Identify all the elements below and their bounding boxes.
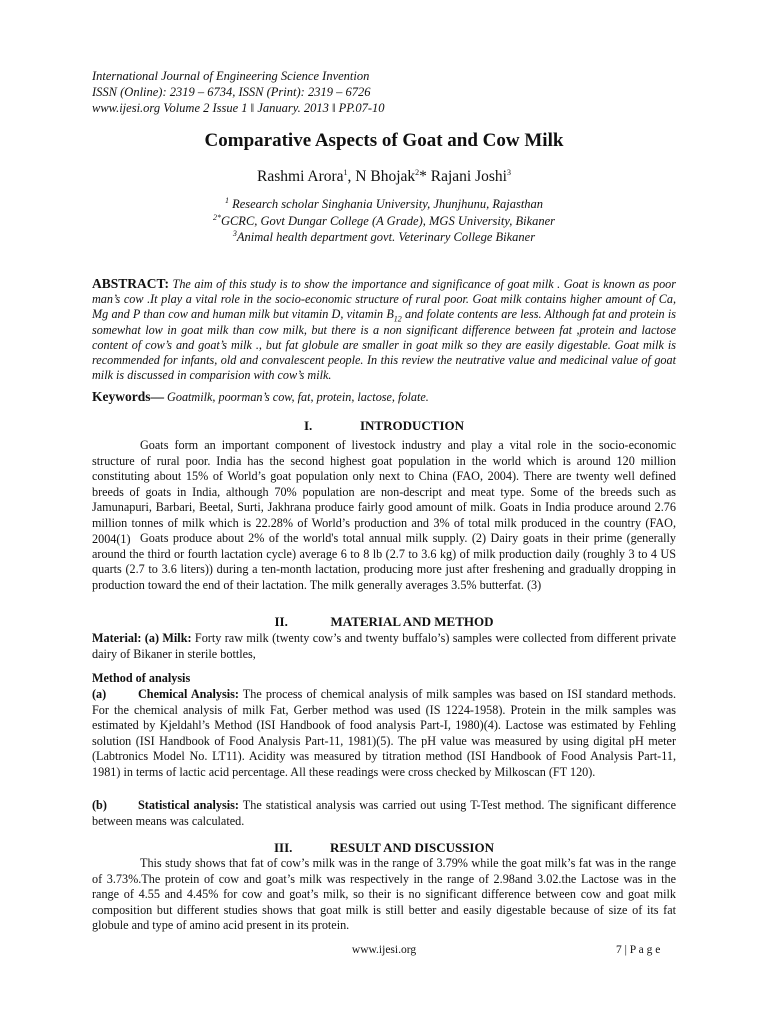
affiliation-text: GCRC, Govt Dungar College (A Grade), MGS University, Bikaner bbox=[220, 213, 556, 228]
author-affil-mark: 1 bbox=[343, 167, 348, 177]
chemical-analysis-title: Chemical Analysis: bbox=[138, 687, 239, 701]
statistical-analysis-text: The statistical analysis was carried out using T-Test method. The significant difference between means was calculated. bbox=[92, 798, 676, 828]
abstract bbox=[92, 276, 676, 383]
footer-page-number: 7 | P a g e bbox=[616, 944, 661, 956]
chemical-analysis-text: The process of chemical analysis of milk samples was based on ISI standard methods. For the chemical analysis of milk Fat, Gerber method was used (IS 1224-1958). Protein in the milk samples was estimated by Kjeldahl’s Method (ISI Handbook of food analysis Part-I, 1980)(4). Lactose was estimated by Fehling solution (ISI Handbook of Food Analysis Part-11, 1981)(5). The pH value was measured by using digital pH meter (Labtronics Model No. LT11). Acidity was measured by titration method (ISI Handbook of Food Analysis Part-11, 1981) in terms of lactic acid percentage. All these readings were cross checked by Milkoscan (FT 120). bbox=[92, 687, 677, 779]
author-list bbox=[0, 168, 768, 186]
material-paragraph bbox=[92, 631, 676, 662]
affiliation-mark: 1 bbox=[224, 195, 229, 205]
abstract-subscript: 12 bbox=[393, 314, 402, 324]
abstract-text: The aim of this study is to show the importance and significance of goat milk . Goat is known as poor man’s cow .It play a vital role in the socio-economic structure of rural poor. Goat milk contains higher amount of Ca, Mg and P than cow and human milk but vitamin D, vitamin B bbox=[92, 277, 676, 322]
section-title: RESULT AND DISCUSSION bbox=[329, 840, 494, 855]
intro-paragraph-1: Goats form an important component of livestock industry and play a vital role in the socio-economic structure of rural poor. India has the second highest goat population in the world which is around 120 million constituting about 15% of World’s goat population only next to China (FAO, 2004). There are twenty well defined breeds of goats in India, although 70% population are non-descript and meat type. Some of the breeds such as Jamunapuri, Barbari, Beetal, Surti, Jakhrana produce fairly good amount of milk. Goats in India produce around 2.76 million tonnes of milk which is 22.28% of World’s production and 3% of total milk produced in the country (FAO, 2004(1) bbox=[92, 438, 676, 546]
item-label: (a) bbox=[92, 687, 107, 701]
affiliation-text: Research scholar Singhania University, Jhunjhunu, Rajasthan bbox=[228, 197, 544, 211]
item-label: (b) bbox=[92, 798, 107, 812]
footer-url: www.ijesi.org bbox=[351, 944, 417, 956]
author-name: , N Bhojak bbox=[347, 168, 416, 185]
affiliation bbox=[0, 196, 768, 213]
results-paragraph: This study shows that fat of cow’s milk was in the range of 3.79% while the goat milk’s fat was in the range of 3.73%.The protein of cow and goat’s milk was respectively in the range of 2.98and 3.02.the Lactose was in the range of 4.55 and 4.45% for cow and goat’s milk, so their is no significant difference between cow and goat milk composition but different studies shows that goat milk is still better and easily digestable because of size of its fat globule and type of amino acid present in its protein. bbox=[92, 856, 676, 933]
method-heading: Method of analysis bbox=[92, 671, 191, 685]
section-number: III. bbox=[273, 840, 293, 855]
journal-name: International Journal of Engineering Science Invention bbox=[92, 69, 370, 83]
keywords bbox=[92, 389, 676, 405]
abstract-text-cont: and folate contents are less. Although fat and protein is somewhat low in goat milk than cow milk, but there is a non significant difference between fat ,protein and lactose content of cow’s and goat’s milk ., but fat globule are smaller in goat milk so they are easily digestable. Goat milk is recommended for infants, old and convalescent people. In this review the neutrative value and medicinal value of goat milk is discussed in comparision with cow’s milk. bbox=[92, 307, 676, 383]
author-name: Rashmi Arora bbox=[257, 168, 344, 185]
journal-issn: ISSN (Online): 2319 – 6734, ISSN (Print): 2319 – 6726 bbox=[92, 85, 371, 99]
affiliation-mark: 3 bbox=[232, 228, 237, 238]
affiliation-list bbox=[0, 196, 768, 246]
keywords-text: Goatmilk, poorman’s cow, fat, protein, lactose, folate. bbox=[164, 390, 429, 404]
abstract-label: ABSTRACT: bbox=[92, 276, 170, 291]
author-affil-mark: 3 bbox=[506, 167, 511, 177]
section-number: II. bbox=[274, 614, 288, 629]
section-title: INTRODUCTION bbox=[359, 418, 464, 433]
author-name: * Rajani Joshi bbox=[419, 168, 507, 185]
section-heading-introduction bbox=[0, 418, 768, 434]
section-number: I. bbox=[303, 418, 313, 433]
section-heading-results bbox=[0, 840, 768, 856]
statistical-analysis-paragraph bbox=[92, 798, 676, 829]
affiliation bbox=[0, 213, 768, 230]
material-text: Forty raw milk (twenty cow’s and twenty buffalo’s) samples were collected from different private dairy of Bikaner in sterile bottles, bbox=[92, 631, 676, 661]
affiliation-mark: 2* bbox=[212, 212, 221, 222]
keywords-label: Keywords— bbox=[92, 389, 164, 404]
statistical-analysis-title: Statistical analysis: bbox=[138, 798, 239, 812]
affiliation bbox=[0, 229, 768, 246]
journal-issue: www.ijesi.org Volume 2 Issue 1 ǁ January. 2013 ǁ PP.07-10 bbox=[92, 101, 385, 115]
author-affil-mark: 2 bbox=[415, 167, 420, 177]
affiliation-text: Animal health department govt. Veterinary College Bikaner bbox=[236, 230, 536, 244]
paper-title: Comparative Aspects of Goat and Cow Milk bbox=[204, 130, 564, 151]
intro-paragraph-2: Goats produce about 2% of the world's total annual milk supply. (2) Dairy goats in their prime (generally around the third or fourth lactation cycle) average 6 to 8 lb (2.7 to 3.6 kg) of milk production daily (roughly 3 to 4 US quarts (2.7 to 3.6 liters)) during a ten-month lactation, producing more just after freshening and gradually dropping in production toward the end of their lactation. The milk generally averages 3.5% butterfat. (3) bbox=[92, 531, 676, 592]
journal-header bbox=[92, 68, 692, 116]
section-heading-material bbox=[0, 614, 768, 630]
section-title: MATERIAL AND METHOD bbox=[330, 614, 494, 629]
material-label: Material: (a) Milk: bbox=[92, 631, 192, 645]
chemical-analysis-paragraph bbox=[92, 687, 676, 781]
